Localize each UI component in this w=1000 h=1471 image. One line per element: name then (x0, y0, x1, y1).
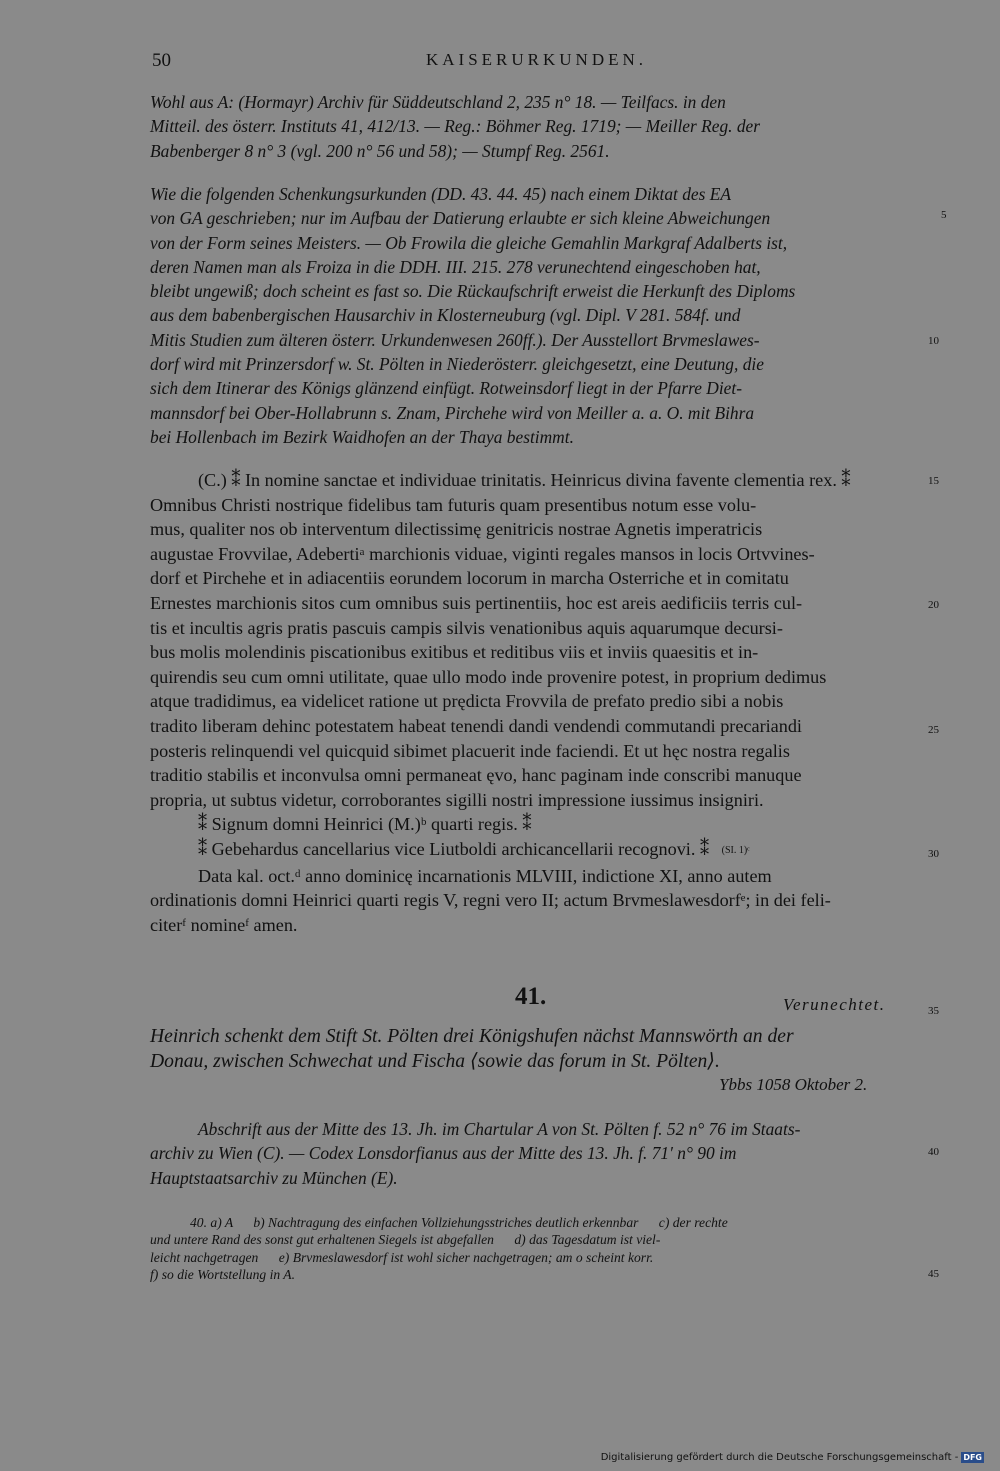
line-number: 15 (928, 475, 939, 487)
charter-text (150, 468, 922, 937)
doc41-source-line: Abschrift aus der Mitte des 13. Jh. im Chartular A von St. Pölten f. 52 n° 76 im Staats- (198, 1119, 801, 1139)
charter-line: mus, qualiter nos ob interventum dilectissimę genitricis nostrae Agnetis imperatricis (150, 519, 763, 540)
line-number: 10 (928, 335, 939, 347)
commentary-line: dorf wird mit Prinzersdorf w. St. Pölten in Niederösterr. gleichgesetzt, eine Deutung, die (150, 354, 764, 375)
commentary-line: mannsdorf bei Ober-Hollabrunn s. Znam, Pirchehe wird von Meiller a. a. O. mit Bihra (150, 402, 755, 423)
commentary-line: aus dem babenbergischen Hausarchiv in Klosterneuburg (vgl. Dipl. V 281. 584f. und (150, 305, 741, 326)
charter-line: (C.) ⁑ In nomine sanctae et individuae trinitatis. Heinricus divina favente clementia rex. ⁑ (198, 470, 851, 490)
charter-line: tradito liberam dehinc potestatem habeat tenendi dandi vendendi commutandi precariandi (150, 715, 802, 736)
charter-line: dorf et Pirchehe et in adiacentiis eorundem locorum in marcha Osterriche et in comitatu (150, 568, 789, 589)
dating-line: ordinationis domni Heinrici quarti regis V, regni vero II; actum Brvmeslawesdorfᵉ; in dei feli- (150, 890, 831, 911)
charter-line: bus molis molendinis piscationibus exitibus et reditibus viis et inviis quaesitis et in- (150, 642, 759, 663)
line-number: 40 (928, 1146, 939, 1158)
footnote-line: leicht nachgetragen e) Brvmeslawesdorf ist wohl sicher nachgetragen; am o scheint korr. (150, 1249, 654, 1265)
headline-line: Heinrich schenkt dem Stift St. Pölten drei Königshufen nächst Mannswörth an der (150, 1026, 794, 1047)
footnote-line: f) so die Wortstellung in A. (150, 1267, 296, 1283)
charter-line: traditio stabilis et inconvulsa omni permaneat ęvo, hanc paginam inde conscribi manuque (150, 765, 802, 786)
line-number: 20 (928, 599, 939, 611)
charter-line: atque tradidimus, ea videlicet ratione ut prędicta Frovvila de prefato predio sibi a nobis (150, 691, 784, 712)
charter-line: posteris relinquendi vel quicquid sibimet placuerit inde faciendi. Et ut hęc nostra regalis (150, 740, 790, 761)
charter-line: Omnibus Christi nostrique fidelibus tam futuris quam presentibus notum esse volu- (150, 494, 757, 515)
recognition-text: ⁑ Gebehardus cancellarius vice Liutboldi archicancellarii recognovi. ⁑ (198, 838, 710, 859)
footer-text: Digitalisierung gefördert durch die Deutsche Forschungsgemeinschaft - (600, 1452, 959, 1463)
footnotes (150, 1214, 920, 1284)
doc41-source-line: archiv zu Wien (C). — Codex Lonsdorfianus aus der Mitte des 13. Jh. f. 71′ n° 90 im (150, 1143, 737, 1164)
footnote-line: und untere Rand des sonst gut erhaltenen Siegels ist abgefallen d) das Tagesdatum ist viel- (150, 1232, 661, 1248)
dating-line: Data kal. oct.ᵈ anno dominicę incarnationis MLVIII, indictione XI, anno autem (198, 865, 772, 886)
commentary-line: von GA geschrieben; nur im Aufbau der Datierung erlaubte er sich kleine Abweichungen (150, 208, 771, 229)
doc41-source (150, 1117, 922, 1190)
charter-line: augustae Frovvilae, Adebertiᵃ marchionis viduae, viginti regales mansos in locis Ortvvines- (150, 543, 815, 564)
commentary (150, 182, 922, 449)
charter-line: Ernestes marchionis sitos cum omnibus suis pertinentiis, hoc est areis aedificiis terris cul- (150, 592, 803, 613)
line-number: 25 (928, 724, 939, 736)
source-note (150, 90, 922, 163)
place-date: Ybbs 1058 Oktober 2. (719, 1075, 868, 1094)
seal-note: (SI. 1)ᶜ (721, 844, 750, 856)
footer (601, 1452, 984, 1463)
running-title: KAISERURKUNDEN. (426, 50, 648, 69)
document-headline (150, 1024, 930, 1074)
headline-line: Donau, zwischen Schwechat und Fischa ⟨sowie das forum in St. Pölten⟩. (150, 1051, 720, 1072)
recognition-line (150, 837, 922, 864)
line-number: 45 (928, 1268, 939, 1280)
commentary-line: Wie die folgenden Schenkungsurkunden (DD. 43. 44. 45) nach einem Diktat des EA (150, 184, 731, 204)
commentary-line: Mitis Studien zum älteren österr. Urkundenwesen 260ff.). Der Ausstellort Brvmeslawes- (150, 329, 760, 350)
commentary-line: deren Namen man als Froiza in die DDH. III. 215. 278 verunechtend eingeschoben hat, (150, 256, 761, 277)
source-note-line: Wohl aus A: (Hormayr) Archiv für Süddeutschland 2, 235 n° 18. — Teilfacs. in den (150, 92, 726, 112)
document-number: 41. (515, 983, 547, 1010)
commentary-line: bei Hollenbach im Bezirk Waidhofen an der Thaya bestimmt. (150, 426, 574, 447)
commentary-line: von der Form seines Meisters. — Ob Frowila die gleiche Gemahlin Markgraf Adalberts ist, (150, 232, 788, 253)
footnote-line: 40. a) A b) Nachtragung des einfachen Vollziehungsstriches deutlich erkennbar c) der rechte (190, 1215, 728, 1230)
dating-line: citerᶠ nomineᶠ amen. (150, 914, 298, 935)
charter-line: tis et incultis agris pratis pascuis campis silvis venationibus aquis aquarumque decursi- (150, 617, 783, 638)
signum-line: ⁑ Signum domni Heinrici (M.)ᵇ quarti regis. ⁑ (198, 814, 532, 835)
charter-line: quirendis seu cum omni utilitate, quae ullo modo inde provenire potest, in proprium dedimus (150, 666, 827, 687)
page-number: 50 (152, 50, 171, 71)
line-number: 5 (941, 209, 947, 221)
source-note-line: Mitteil. des österr. Instituts 41, 412/13. — Reg.: Böhmer Reg. 1719; — Meiller Reg. der (150, 116, 761, 137)
document-status: Verunechtet. (783, 995, 886, 1014)
commentary-line: sich dem Itinerar des Königs glänzend einfügt. Rotweinsdorf liegt in der Pfarre Diet- (150, 378, 743, 399)
commentary-line: bleibt ungewiß; doch scheint es fast so. Die Rückaufschrift erweist die Herkunft des Diploms (150, 281, 796, 302)
source-note-line: Babenberger 8 n° 3 (vgl. 200 n° 56 und 58); — Stumpf Reg. 2561. (150, 140, 610, 161)
charter-line: propria, ut subtus videtur, corroborantes sigilli nostri impressione iussimus insigniri. (150, 789, 764, 810)
doc41-source-line: Hauptstaatsarchiv zu München (E). (150, 1167, 398, 1188)
line-number: 35 (928, 1005, 939, 1017)
line-number: 30 (928, 848, 939, 860)
dfg-logo: DFG (963, 1453, 982, 1462)
